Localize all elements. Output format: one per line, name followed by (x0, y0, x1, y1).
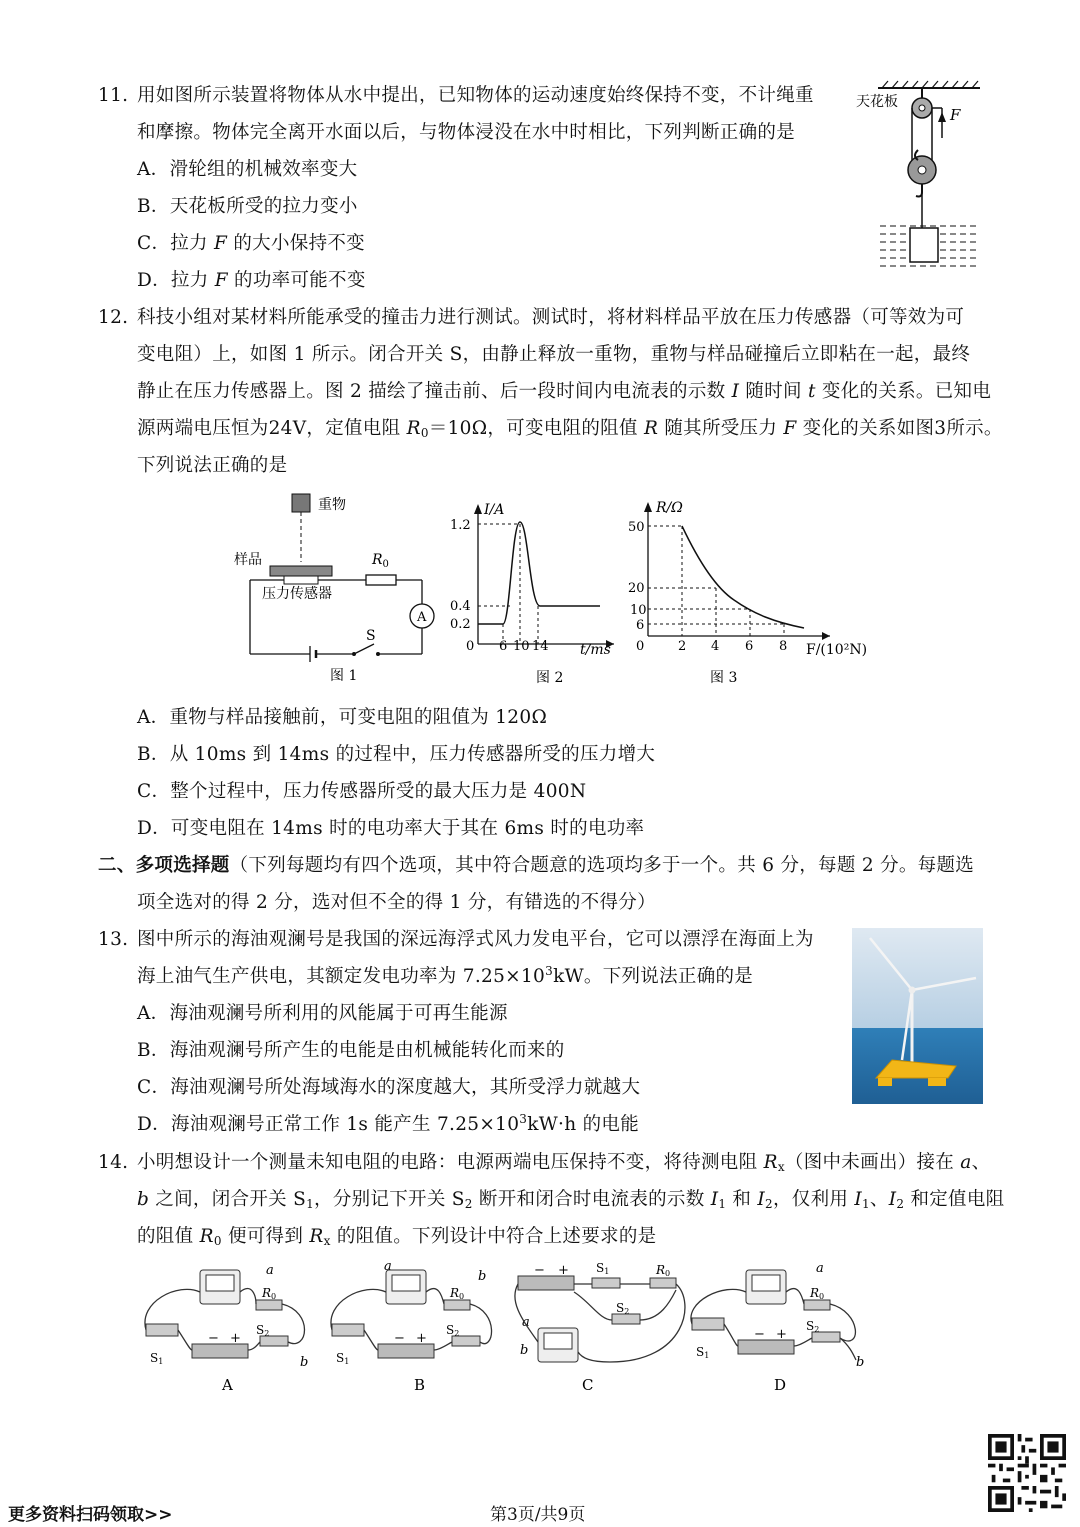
circuit-a (145, 1263, 308, 1392)
r0-label: $R_0$ (372, 552, 389, 570)
section2-instruction-line2: 项全选对的得 2 分，选对但不全的得 1 分，有错选的不得分） (137, 892, 656, 913)
q12-option-d: D．可变电阻在 14ms 时的电功率大于其在 6ms 时的电功率 (137, 818, 645, 839)
fig2-xtick-14: 14 (532, 639, 549, 654)
fig3-ylabel: R/Ω (656, 500, 683, 516)
fig2-ylabel: I/A (484, 502, 505, 518)
fig3-xtick-0: 0 (636, 639, 645, 654)
circuit-d (691, 1262, 864, 1392)
sample-label: 样品 (234, 552, 262, 568)
fig3-ytick-6: 6 (636, 618, 645, 633)
fig2-xtick-6: 6 (499, 639, 508, 654)
ammeter-label: A (417, 610, 427, 625)
fig2-ytick-0.2: 0.2 (450, 617, 471, 632)
svg-text:b: b (520, 1343, 529, 1358)
q13-option-c: C．海油观澜号所处海域海水的深度越大，其所受浮力就越大 (137, 1077, 641, 1098)
fig3-xtick-8: 8 (779, 639, 788, 654)
svg-text:−: − (754, 1327, 765, 1342)
svg-text:S1: S1 (150, 1351, 164, 1366)
q14-circuit-figures (138, 1262, 868, 1392)
q12-number: 12. (98, 307, 129, 328)
q12-stem-line1: 科技小组对某材料所能承受的撞击力进行测试。测试时，将材料样品平放在压力传感器（可等效为可 (137, 307, 965, 328)
q13-option-a: A．海油观澜号所利用的风能属于可再生能源 (137, 1003, 508, 1024)
q12-option-b: B．从 10ms 到 14ms 的过程中，压力传感器所受的压力增大 (137, 744, 656, 765)
svg-text:S1: S1 (596, 1262, 610, 1276)
wind-turbine-photo (852, 928, 983, 1104)
fig2-xtick-10: 10 (513, 639, 530, 654)
fig2-ytick-1.2: 1.2 (450, 518, 471, 533)
fig3-xtick-2: 2 (678, 639, 687, 654)
fig3-xlabel: F/(10²N) (806, 642, 868, 658)
svg-text:+: + (776, 1327, 787, 1342)
q11-option-d: D．拉力 F 的功率可能不变 (137, 270, 366, 291)
circuit-c (515, 1262, 685, 1392)
svg-text:a: a (266, 1263, 274, 1278)
q13-stem-line2: 海上油气生产供电，其额定发电功率为 $7.25\times 10^3kW$。下列说法正确的是 (137, 964, 754, 987)
weight-label: 重物 (318, 497, 346, 513)
q12-option-a: A．重物与样品接触前，可变电阻的阻值为 120Ω (137, 707, 548, 728)
fig3-xtick-4: 4 (711, 639, 720, 654)
q12-stem-line5: 下列说法正确的是 (137, 455, 288, 476)
svg-text:R0: R0 (810, 1286, 825, 1301)
fig2-caption: 图 2 (536, 670, 564, 686)
svg-text:a: a (522, 1315, 530, 1330)
switch-label: S (366, 628, 376, 644)
fig2-ytick-0.4: 0.4 (450, 599, 471, 614)
circuit-b (331, 1262, 492, 1392)
svg-text:b: b (478, 1269, 487, 1284)
fig3-ytick-50: 50 (628, 520, 645, 535)
svg-text:S2: S2 (616, 1301, 630, 1316)
svg-text:+: + (558, 1263, 569, 1278)
q11-stem-line1: 用如图所示装置将物体从水中提出，已知物体的运动速度始终保持不变，不计绳重 (137, 85, 814, 106)
q13-option-b: B．海油观澜号所产生的电能是由机械能转化而来的 (137, 1040, 565, 1061)
svg-text:S1: S1 (696, 1345, 710, 1360)
fig3-ytick-10: 10 (630, 603, 647, 618)
q11-stem-line2: 和摩擦。物体完全离开水面以后，与物体浸没在水中时相比，下列判断正确的是 (137, 122, 796, 143)
q11-pulley-figure (850, 78, 990, 278)
page-number: 第3页/共9页 (490, 1505, 586, 1525)
fig3-ytick-20: 20 (628, 581, 645, 596)
circuit-c-label: C (582, 1376, 594, 1392)
svg-text:R0: R0 (262, 1286, 277, 1301)
q14-stem-line3: 的阻值 $R_0$ 便可得到 $R_x$ 的阻值。下列设计中符合上述要求的是 (137, 1226, 657, 1248)
svg-text:+: + (416, 1331, 427, 1346)
q12-stem-line3: 静止在压力传感器上。图 2 描绘了撞击前、后一段时间内电流表的示数 I 随时间 t 变化的关系。已知电 (137, 381, 992, 402)
q12-fig3-graph (624, 492, 874, 690)
fig3-xtick-6: 6 (745, 639, 754, 654)
svg-text:R0: R0 (656, 1263, 671, 1278)
svg-text:−: − (394, 1331, 405, 1346)
svg-text:S2: S2 (446, 1323, 460, 1338)
q12-stem-line2: 变电阻）上，如图 1 所示。闭合开关 S，由静止释放一重物，重物与样品碰撞后立即粘在一起，最终 (137, 344, 971, 365)
q13-number: 13. (98, 929, 129, 950)
fig2-xlabel: t/ms (580, 642, 611, 658)
circuit-b-label: B (414, 1376, 426, 1392)
fig1-caption: 图 1 (330, 668, 358, 684)
q11-option-a: A．滑轮组的机械效率变大 (137, 159, 358, 180)
circuit-a-label: A (222, 1376, 233, 1392)
qr-code[interactable] (988, 1434, 1066, 1512)
sensor-label: 压力传感器 (262, 586, 332, 602)
svg-text:b: b (856, 1355, 865, 1370)
q14-stem-line1: 小明想设计一个测量未知电阻的电路：电源两端电压保持不变，将待测电阻 $R_x$（图中未画出）接在 a、 (137, 1152, 991, 1174)
q11-option-b: B．天花板所受的拉力变小 (137, 196, 358, 217)
section2-header: 二、多项选择题（下列每题均有四个选项，其中符合题意的选项均多于一个。共 6 分，每题 2 分。每题选 (98, 855, 975, 876)
q11-number: 11. (98, 85, 129, 106)
svg-text:a: a (816, 1262, 824, 1276)
svg-text:+: + (230, 1331, 241, 1346)
svg-text:S2: S2 (256, 1323, 270, 1338)
ceiling-label: 天花板 (856, 94, 898, 110)
q11-option-c: C．拉力 F 的大小保持不变 (137, 233, 365, 254)
fig3-curve (682, 526, 804, 628)
svg-text:−: − (534, 1263, 545, 1278)
svg-text:R0: R0 (450, 1286, 465, 1301)
circuit-d-label: D (774, 1376, 787, 1392)
fig2-xtick-0: 0 (466, 639, 475, 654)
fig2-curve (478, 522, 600, 624)
force-label-f: F (950, 106, 961, 124)
q12-stem-line4: 源两端电压恒为24V，定值电阻 $R_0=10\Omega$，可变电阻的阻值 R 随其所受压力 F 变化的关系如图3所示。 (137, 418, 1003, 440)
svg-text:b: b (300, 1355, 309, 1370)
q12-fig2-graph (450, 492, 620, 690)
svg-text:a: a (384, 1262, 392, 1274)
svg-text:S2: S2 (806, 1319, 820, 1334)
svg-text:S1: S1 (336, 1351, 350, 1366)
q12-fig1-circuit (228, 490, 448, 690)
fig3-caption: 图 3 (710, 670, 738, 686)
q12-option-c: C．整个过程中，压力传感器所受的最大压力是 400N (137, 781, 587, 802)
q14-number: 14. (98, 1152, 129, 1173)
footer-qr-prompt[interactable]: 更多资料扫码领取>> (8, 1505, 173, 1525)
q14-stem-line2: b 之间，闭合开关 $S_1$，分别记下开关 $S_2$ 断开和闭合时电流表的示数 $I_1$ 和 $I_2$，仅利用 $I_1$、$I_2$ 和定值电阻 (137, 1189, 1005, 1211)
q13-stem-line1: 图中所示的海油观澜号是我国的深远海浮式风力发电平台，它可以漂浮在海面上为 (137, 929, 814, 950)
svg-text:−: − (208, 1331, 219, 1346)
q13-option-d: D．海油观澜号正常工作 1s 能产生 $7.25\times 10^3kW\cdot h$ 的电能 (137, 1112, 640, 1135)
